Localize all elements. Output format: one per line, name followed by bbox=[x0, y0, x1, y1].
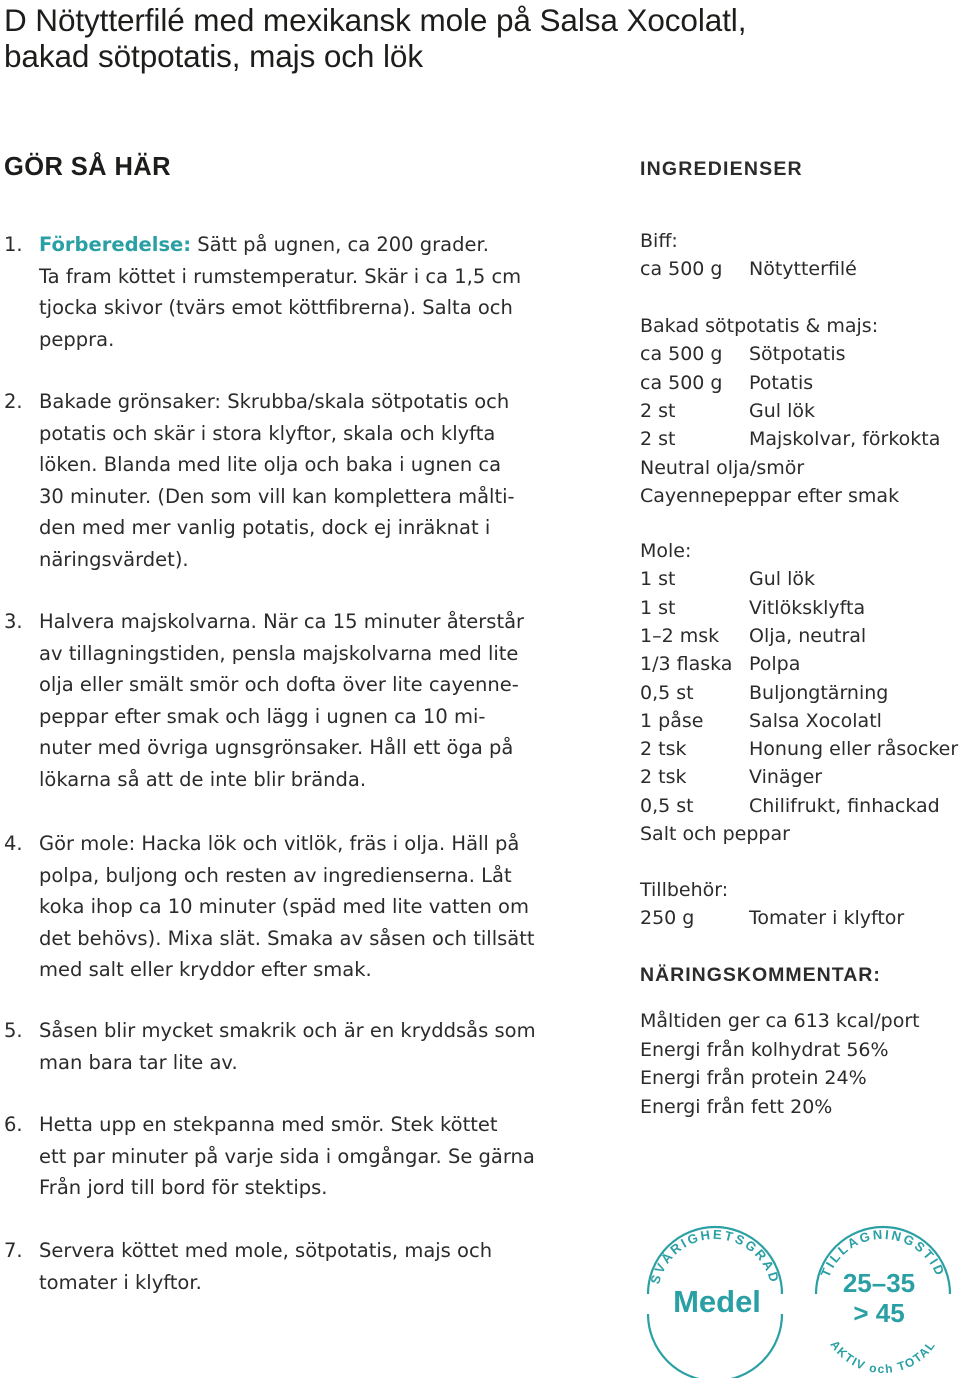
step-text-line: potatis och skär i stora klyftor, skala och klyfta bbox=[39, 421, 496, 445]
ingredient-amount: 2 tsk bbox=[640, 738, 687, 761]
ingredient-amount: 0,5 st bbox=[640, 794, 694, 817]
time-total: > 45 bbox=[853, 1298, 905, 1328]
difficulty-value: Medel bbox=[673, 1284, 761, 1319]
ingredient-name: Potatis bbox=[749, 371, 814, 394]
time-arc-bottom-label: AKTIV och TOTAL bbox=[827, 1337, 939, 1377]
ingredient-amount: 1/3 flaska bbox=[640, 653, 733, 676]
step-text-line: polpa, buljong och resten av ingredienserna. Låt bbox=[39, 863, 512, 887]
ingredient-name: Nötytterfilé bbox=[749, 258, 857, 281]
recipe-title bbox=[4, 2, 954, 74]
ingredient-name: Sötpotatis bbox=[749, 343, 846, 366]
difficulty-arc-bottom bbox=[648, 1314, 782, 1378]
ingredient-name: Honung eller råsocker bbox=[749, 738, 959, 761]
step-text-line: näringsvärdet). bbox=[39, 547, 189, 571]
method-step-4 bbox=[4, 828, 554, 986]
ingredient-amount: 2 st bbox=[640, 428, 676, 451]
step-text-line: Servera köttet med mole, sötpotatis, majs och bbox=[39, 1239, 493, 1262]
ingredient-name: Salsa Xocolatl bbox=[749, 709, 882, 732]
difficulty-badge bbox=[640, 1218, 790, 1378]
step-text-line: det behövs). Mixa slät. Smaka av såsen och tillsätt bbox=[39, 926, 535, 950]
time-active: 25–35 bbox=[842, 1268, 916, 1298]
ingredient-amount: 1 st bbox=[640, 568, 676, 591]
step-text-line bbox=[4, 229, 554, 261]
ingredient-name: Gul lök bbox=[749, 399, 815, 422]
ingredient-amount: 0,5 st bbox=[640, 681, 694, 704]
ingredient-name: Salt och peppar bbox=[640, 823, 790, 845]
step-text-line: peppar efter smak och lägg i ugnen ca 10 mi- bbox=[39, 704, 486, 728]
method-heading: GÖR SÅ HÄR bbox=[4, 153, 171, 181]
step-text-line: Bakade grönsaker: Skrubba/skala sötpotatis och bbox=[39, 390, 510, 413]
nutrition-line: Måltiden ger ca 613 kcal/port bbox=[640, 1010, 920, 1032]
step-text-line: den med mer vanlig potatis, dock ej inräknat i bbox=[39, 516, 491, 539]
ingredients-heading: INGREDIENSER bbox=[640, 158, 803, 180]
step-text-line: ett par minuter på varje sida i omgångar. Se gärna bbox=[39, 1144, 535, 1168]
ingredient-name: Neutral olja/smör bbox=[640, 456, 805, 479]
step-number: 5. bbox=[4, 1019, 23, 1042]
step-text-line: med salt eller kryddor efter smak. bbox=[39, 958, 372, 981]
step-text-line: Från jord till bord för stektips. bbox=[39, 1176, 328, 1199]
ingredient-amount: 250 g bbox=[640, 907, 695, 930]
difficulty-arc-label: SVÅRIGHETSGRAD bbox=[647, 1226, 783, 1286]
step-text-line: man bara tar lite av. bbox=[39, 1050, 238, 1074]
ingredient-name: Vitlöksklyfta bbox=[749, 596, 866, 619]
ingredient-name: Vinäger bbox=[749, 766, 823, 789]
time-badge bbox=[808, 1218, 958, 1378]
step-text: Sätt på ugnen, ca 200 grader. bbox=[191, 233, 489, 256]
method-step-6 bbox=[4, 1109, 554, 1204]
method-step-2 bbox=[4, 386, 554, 575]
recipe-title-line-2: bakad sötpotatis, majs och lök bbox=[4, 38, 423, 74]
ingredient-name: Gul lök bbox=[749, 568, 815, 591]
step-text-line: löken. Blanda med lite olja och baka i ugnen ca bbox=[39, 453, 502, 476]
step-text-line: nuter med övriga ugnsgrönsaker. Håll ett öga på bbox=[39, 736, 514, 759]
ingredient-group-title: Mole: bbox=[640, 540, 692, 562]
step-text-line: peppra. bbox=[39, 327, 115, 351]
step-text-line: Halvera majskolvarna. När ca 15 minuter återstår bbox=[39, 610, 525, 633]
method-step-1 bbox=[4, 229, 554, 355]
nutrition-line: Energi från fett 20% bbox=[640, 1095, 833, 1118]
ingredient-name: Tomater i klyftor bbox=[749, 907, 905, 930]
method-step-7 bbox=[4, 1235, 554, 1298]
step-text-line: Gör mole: Hacka lök och vitlök, fräs i olja. Häll på bbox=[39, 832, 520, 855]
method-step-3 bbox=[4, 606, 554, 795]
nutrition-line: Energi från kolhydrat 56% bbox=[640, 1038, 889, 1061]
ingredient-amount: 2 st bbox=[640, 399, 676, 422]
step-text-line: av tillagningstiden, pensla majskolvarna med lite bbox=[39, 641, 519, 665]
recipe-title-line-1: D Nötytterfilé med mexikansk mole på Salsa Xocolatl, bbox=[4, 2, 747, 38]
step-text-line: Såsen blir mycket smakrik och är en kryddsås som bbox=[39, 1019, 536, 1042]
step-text-line: tjocka skivor (tvärs emot köttfibrerna). Salta och bbox=[39, 296, 513, 319]
ingredient-name: Buljongtärning bbox=[749, 681, 889, 704]
ingredient-amount: 2 tsk bbox=[640, 766, 687, 789]
step-number: 2. bbox=[4, 390, 23, 413]
step-text-line: Hetta upp en stekpanna med smör. Stek köttet bbox=[39, 1113, 498, 1136]
step-text-line: lökarna så att de inte blir brända. bbox=[39, 767, 367, 791]
step-text-line: Ta fram köttet i rumstemperatur. Skär i ca 1,5 cm bbox=[39, 264, 522, 288]
ingredient-amount: ca 500 g bbox=[640, 343, 723, 366]
ingredient-group-title: Biff: bbox=[640, 230, 678, 252]
ingredient-name: Cayennepeppar efter smak bbox=[640, 484, 900, 507]
step-number: 7. bbox=[4, 1239, 23, 1262]
ingredient-amount: 1 påse bbox=[640, 709, 704, 732]
step-number: 1. bbox=[4, 233, 23, 256]
ingredient-amount: ca 500 g bbox=[640, 371, 723, 394]
nutrition-line: Energi från protein 24% bbox=[640, 1067, 867, 1089]
step-text-line: koka ihop ca 10 minuter (späd med lite vatten om bbox=[39, 895, 529, 918]
step-lead: Förberedelse: bbox=[39, 233, 192, 256]
ingredient-amount: 1–2 msk bbox=[640, 624, 720, 647]
ingredient-group-title: Tillbehör: bbox=[640, 879, 729, 901]
step-text-line: olja eller smält smör och dofta över lite cayenne- bbox=[39, 673, 519, 696]
ingredient-amount: 1 st bbox=[640, 596, 676, 619]
ingredient-name: Polpa bbox=[749, 653, 801, 676]
ingredient-name: Chilifrukt, finhackad bbox=[749, 794, 940, 817]
method-step-5 bbox=[4, 1015, 554, 1078]
step-number: 4. bbox=[4, 832, 23, 855]
step-text-line: 30 minuter. (Den som vill kan komplettera målti- bbox=[39, 484, 515, 508]
ingredient-name: Majskolvar, förkokta bbox=[749, 428, 941, 451]
step-text-line: tomater i klyftor. bbox=[39, 1270, 202, 1294]
ingredient-group-title: Bakad sötpotatis & majs: bbox=[640, 315, 879, 337]
ingredient-amount: ca 500 g bbox=[640, 258, 723, 281]
ingredient-name: Olja, neutral bbox=[749, 624, 867, 647]
nutrition-heading: NÄRINGSKOMMENTAR: bbox=[640, 964, 881, 986]
step-number: 6. bbox=[4, 1113, 23, 1136]
step-number: 3. bbox=[4, 610, 23, 633]
time-arc-label: TILLAGNINGSTID bbox=[817, 1226, 949, 1280]
